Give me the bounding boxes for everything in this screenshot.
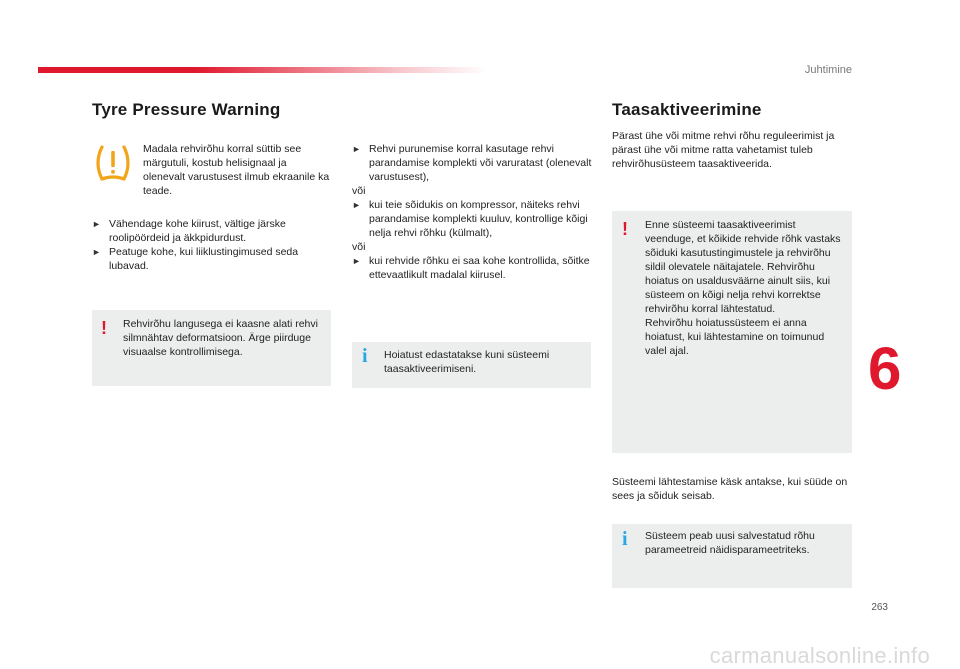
exclamation-icon: ! <box>622 219 628 239</box>
left-bullet-list <box>92 217 328 273</box>
caution-text: Enne süsteemi taasaktiveerimist veenduge, et kõikide rehvide rõhk vastaks sõiduki kasutustingimustele ja rehvirõhu sildil olevatele näitajatele. Rehvirõhu hoiatus on usaldusväärne ainult siis, kui süsteem on kõigi nelja rehvi korrektse rehvirõhu korral lähtestatud. <box>645 219 841 315</box>
pointer-bullet-icon: ► <box>92 219 101 229</box>
pointer-bullet-icon: ► <box>352 200 361 210</box>
header-red-bar <box>38 67 488 73</box>
chapter-number: 6 <box>868 335 902 402</box>
info-text: Hoiatust edastatakse kuni süsteemi taasaktiveerimiseni. <box>384 349 550 375</box>
pointer-bullet-icon: ► <box>352 256 361 266</box>
list-item: ► Rehvi purunemise korral kasutage rehvi parandamise komplekti või varuratast (olenevalt varustusest), <box>352 143 592 183</box>
right-caution-box <box>612 211 852 453</box>
info-text: Süsteem peab uusi salvestatud rõhu parameetreid näidisparameetriteks. <box>645 530 815 556</box>
reactivation-intro-text: Pärast ühe või mitme rehvi rõhu reguleerimist ja pärast ühe või mitme ratta vahetamist tuleb rehvirõhusüsteem taasaktiveerida. <box>612 130 835 170</box>
list-item: ► kui rehvide rõhku ei saa kohe kontrollida, sõitke ettevaatlikult madalal kiirusel. <box>352 255 590 281</box>
warning-intro-text: Madala rehvirõhu korral süttib see märgutuli, kostub helisignaal ja olenevalt varustusest ilmub ekraanile ka teade. <box>143 143 330 197</box>
or-text: või <box>352 241 366 253</box>
exclamation-icon: ! <box>101 318 107 338</box>
info-icon: i <box>622 528 628 550</box>
caution-text-2: Rehvirõhu hoiatussüsteem ei anna hoiatust, kui lähtestamine on toimunud valel ajal. <box>645 317 825 357</box>
right-section-title: Taasaktiveerimine <box>612 100 762 119</box>
middle-instructions <box>352 142 592 282</box>
middle-info-box <box>352 342 591 388</box>
caution-text: Rehvirõhu langusega ei kaasne alati rehvi silmnähtav deformatsioon. Ärge piirduge visuaalse kontrollimisega. <box>123 318 318 358</box>
left-section-title: Tyre Pressure Warning <box>92 100 281 119</box>
reset-instruction-text: Süsteemi lähtestamise käsk antakse, kui süüde on sees ja sõiduk seisab. <box>612 476 848 502</box>
left-caution-box <box>92 310 331 386</box>
list-item: ► Peatuge kohe, kui liiklustingimused seda lubavad. <box>92 246 299 272</box>
list-item: ► kui teie sõidukis on kompressor, näiteks rehvi parandamise komplekti kuuluv, kontrollige kõigi nelja rehvi rõhku (külmalt), <box>352 199 588 239</box>
pointer-bullet-icon: ► <box>352 144 361 154</box>
pointer-bullet-icon: ► <box>92 247 101 257</box>
chapter-title: Juhtimine <box>804 64 852 76</box>
right-info-box <box>612 524 852 588</box>
tyre-pressure-warning-icon <box>92 143 134 183</box>
watermark-text: carmanualsonline.info <box>709 643 930 668</box>
info-icon: i <box>362 345 368 367</box>
page-number: 263 <box>871 602 888 613</box>
or-text: või <box>352 185 366 197</box>
list-item: ► Vähendage kohe kiirust, vältige järske roolipöördeid ja äkkpidurdust. <box>92 218 286 244</box>
